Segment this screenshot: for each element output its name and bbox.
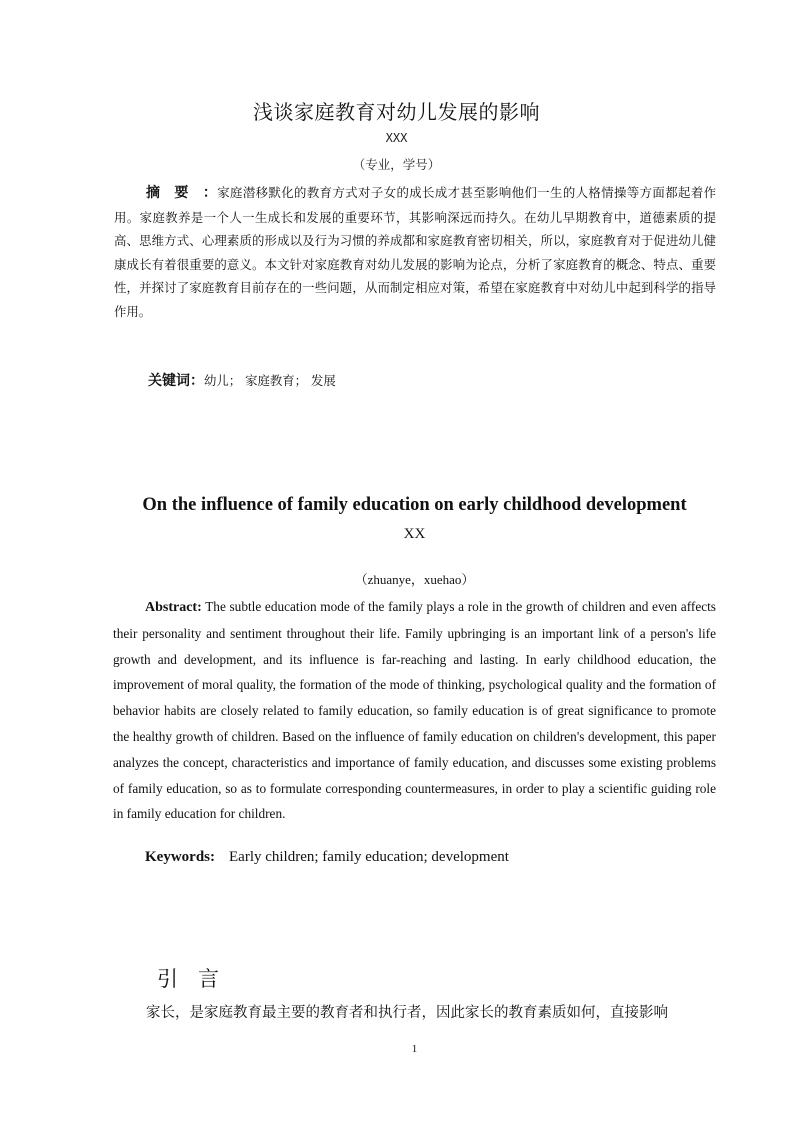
chinese-title: 浅谈家庭教育对幼儿发展的影响 <box>253 100 540 124</box>
english-abstract <box>113 594 716 827</box>
chinese-abstract-text: 家庭潜移默化的教育方式对子女的成长成才甚至影响他们一生的人格情操等方面都起着作用。家庭教养是一个人一生成长和发展的重要环节，其影响深远而持久。在幼儿早期教育中，道德素质的提高、思维方式、心理素质的形成以及行为习惯的养成都和家庭教育密切相关，所以，家庭教育对于促进幼儿健康成长有着很重要的意义。本文针对家庭教育对幼儿发展的影响为论点，分析了家庭教育的概念、特点、重要性，并探讨了家庭教育目前存在的一些问题，从而制定相应对策，希望在家庭教育中对幼儿中起到科学的指导作用。 <box>114 185 717 319</box>
section-heading-introduction: 引言 <box>157 967 239 991</box>
english-abstract-label: Abstract: <box>145 600 202 615</box>
introduction-paragraph: 家长，是家庭教育最主要的教育者和执行者，因此家长的教育素质如何，直接影响 <box>146 1005 668 1021</box>
chinese-keywords-label: 关键词： <box>148 373 204 389</box>
chinese-abstract-label: 摘要 <box>146 185 203 201</box>
english-affiliation: （zhuanye，xuehao） <box>354 572 475 587</box>
page-number: 1 <box>411 1043 418 1055</box>
chinese-keywords-text: 幼儿； 家庭教育； 发展 <box>204 373 336 388</box>
chinese-author: XXX <box>385 131 408 145</box>
english-keywords-text: Early children; family education; development <box>229 849 509 865</box>
english-author: XX <box>403 526 426 542</box>
chinese-keywords <box>148 370 336 390</box>
chinese-abstract-colon: ： <box>202 185 218 201</box>
chinese-abstract <box>114 181 716 323</box>
chinese-affiliation: （专业，学号） <box>352 157 441 172</box>
english-keywords-label: Keywords: <box>145 849 215 865</box>
english-title: On the influence of family education on early childhood development <box>142 495 687 515</box>
english-keywords <box>145 849 509 866</box>
english-abstract-text: The subtle education mode of the family plays a role in the growth of children and even affects their personality and sentiment throughout their life. Family upbringing is an important link of a person's life growth and development, and its influence is far-reaching and lasting. In early childhood education, the improvement of moral quality, the formation of the mode of thinking, psychological quality and the formation of behavior habits are closely related to family education, so family education is of great significance to promote the healthy growth of children. Based on the influence of family education on children's development, this paper analyzes the concept, characteristics and importance of family education, and discusses some existing problems of family education, so as to formulate corresponding countermeasures, in order to play a scientific guiding role in family education for children. <box>113 599 716 822</box>
